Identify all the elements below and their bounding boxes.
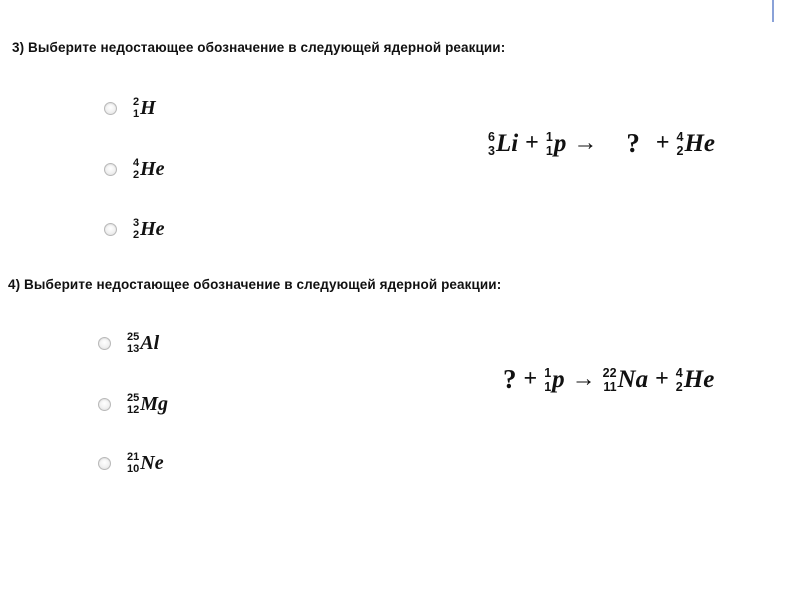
unknown-reactant: ? (503, 364, 517, 394)
mass-number: 1 (544, 365, 552, 380)
charge-number: 1 (133, 108, 140, 120)
q4-option-2-nuclide (127, 392, 168, 416)
mass-number: 25 (127, 392, 140, 404)
reaction-arrow: → (573, 130, 598, 156)
charge-number: 10 (127, 463, 140, 475)
plus-sign: + (655, 130, 670, 156)
charge-number: 2 (133, 229, 140, 241)
charge-number: 2 (676, 143, 684, 158)
charge-number: 11 (603, 379, 617, 394)
element-symbol: Ne (140, 452, 164, 474)
question-4-title: 4) Выберите недостающее обозначение в следующей ядерной реакции: (8, 277, 502, 292)
top-edge-line (772, 0, 774, 22)
charge-number: 2 (133, 169, 140, 181)
q4-eq-helium (676, 366, 715, 394)
q4-option-3-radio[interactable] (98, 457, 111, 470)
q3-eq-lithium (488, 130, 518, 158)
q4-reaction-equation (503, 364, 714, 395)
q3-option-1[interactable] (104, 90, 156, 126)
charge-number: 1 (544, 379, 552, 394)
q4-option-3-nuclide (127, 451, 164, 475)
q4-eq-sodium (603, 366, 648, 394)
mass-number: 1 (545, 129, 553, 144)
q3-option-2-radio[interactable] (104, 163, 117, 176)
charge-number: 1 (545, 143, 553, 158)
element-symbol: Al (140, 332, 160, 354)
q3-option-2[interactable] (104, 151, 165, 187)
charge-number: 2 (675, 379, 683, 394)
charge-number: 3 (488, 143, 495, 158)
q4-option-1-nuclide (127, 331, 159, 355)
element-symbol: He (684, 129, 715, 157)
q3-option-3[interactable] (104, 211, 165, 247)
element-symbol: He (140, 158, 165, 180)
element-symbol: p (552, 365, 565, 393)
q3-eq-proton (546, 130, 566, 158)
mass-number: 6 (488, 129, 495, 144)
plus-sign: + (525, 130, 539, 156)
q4-option-1-radio[interactable] (98, 337, 111, 350)
element-symbol: Li (495, 129, 519, 157)
mass-number: 3 (133, 217, 140, 229)
mass-number: 4 (133, 157, 140, 169)
q3-option-1-nuclide (133, 96, 156, 120)
q4-eq-proton (544, 366, 564, 394)
mass-number: 2 (133, 96, 140, 108)
element-symbol: He (683, 365, 715, 393)
q4-option-1[interactable] (98, 325, 159, 361)
plus-sign: + (523, 366, 538, 392)
mass-number: 4 (676, 129, 684, 144)
q3-reaction-equation (488, 128, 715, 159)
mass-number: 4 (675, 365, 683, 380)
q4-option-2[interactable] (98, 386, 168, 422)
mass-number: 21 (127, 451, 140, 463)
element-symbol: Na (617, 365, 649, 393)
mass-number: 22 (602, 365, 617, 380)
mass-number: 25 (127, 331, 140, 343)
unknown-product: ? (626, 128, 640, 158)
element-symbol: p (553, 129, 567, 157)
q4-option-3[interactable] (98, 445, 164, 481)
charge-number: 12 (127, 404, 140, 416)
q3-option-2-nuclide (133, 157, 165, 181)
plus-sign: + (655, 366, 669, 392)
element-symbol: Mg (140, 393, 169, 415)
reaction-arrow: → (571, 366, 596, 392)
q3-option-3-nuclide (133, 217, 165, 241)
q4-option-2-radio[interactable] (98, 398, 111, 411)
q3-option-1-radio[interactable] (104, 102, 117, 115)
element-symbol: H (140, 97, 156, 119)
q3-option-3-radio[interactable] (104, 223, 117, 236)
q3-eq-helium (677, 130, 716, 158)
question-3-title: 3) Выберите недостающее обозначение в следующей ядерной реакции: (12, 40, 506, 55)
charge-number: 13 (127, 343, 140, 355)
element-symbol: He (140, 218, 165, 240)
